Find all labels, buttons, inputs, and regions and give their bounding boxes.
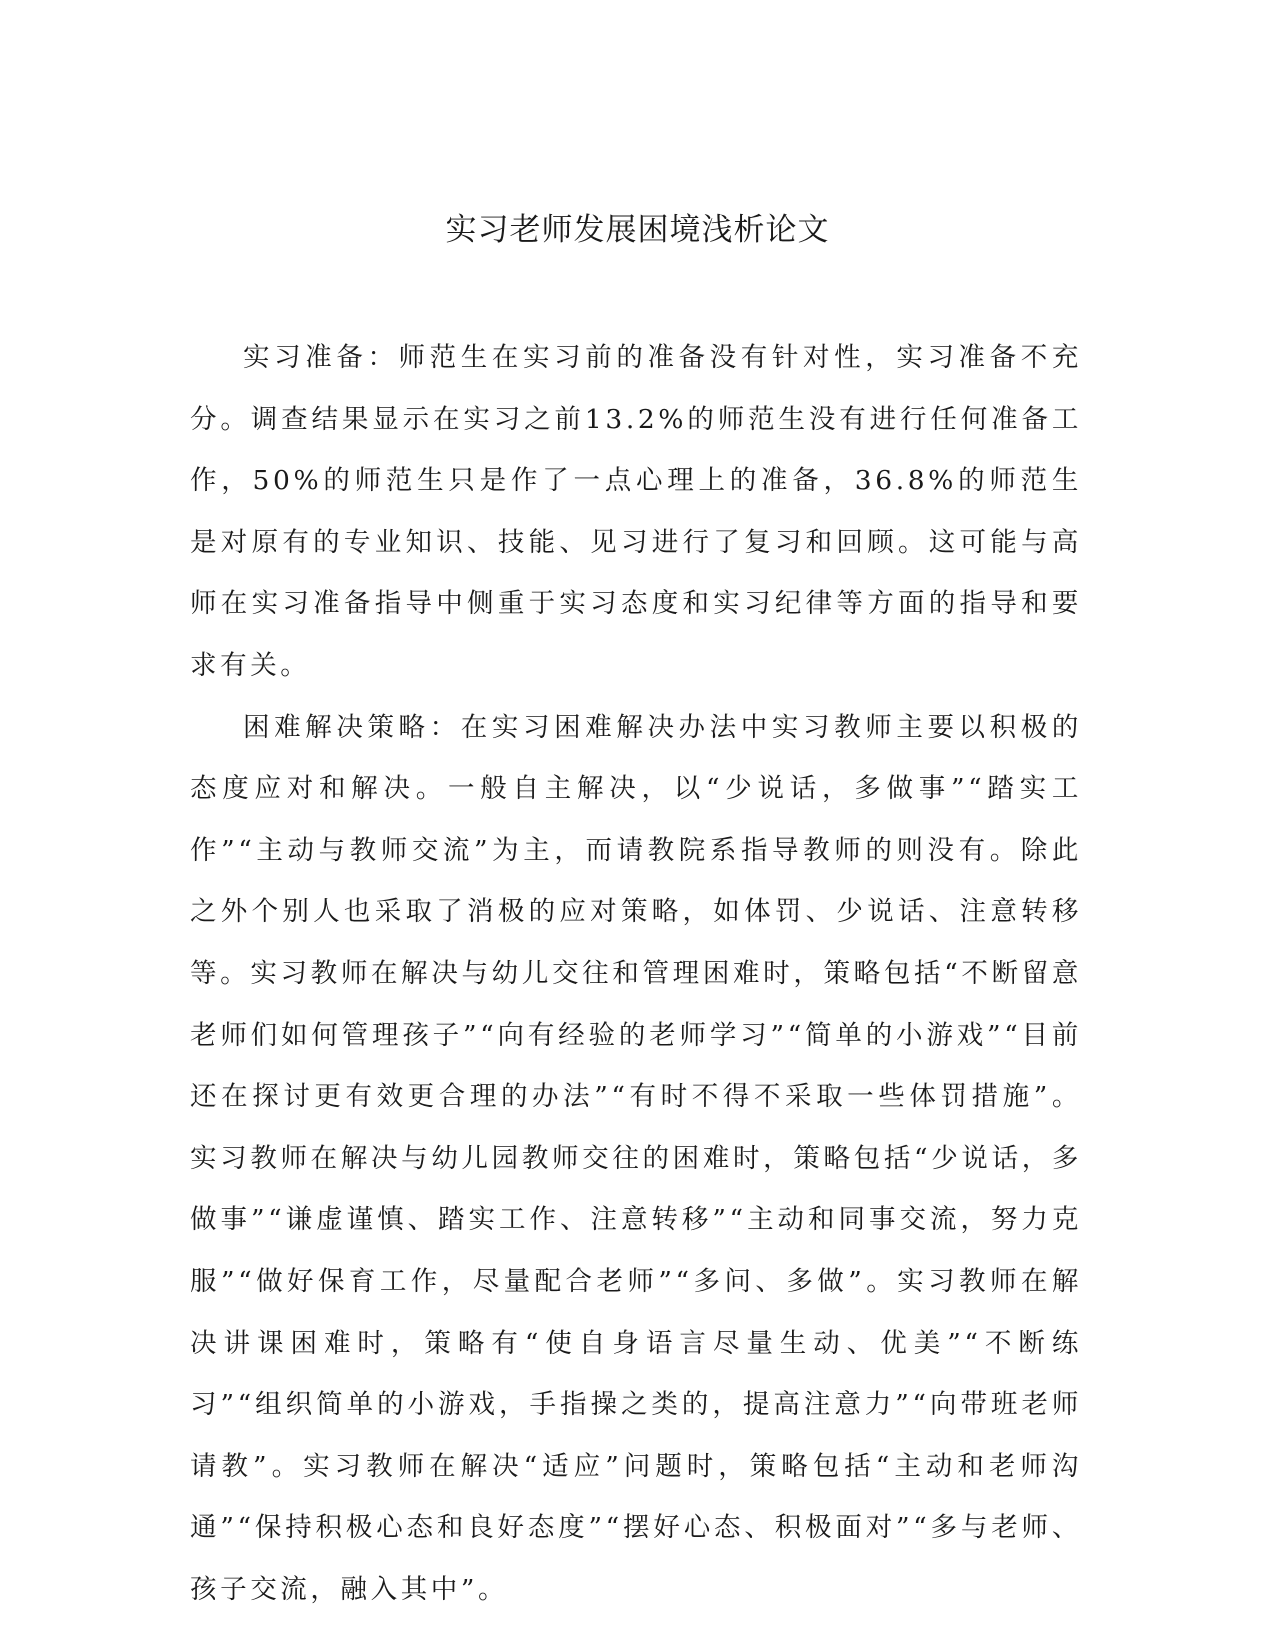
paragraph-internship-preparation: 实习准备：师范生在实习前的准备没有针对性，实习准备不充分。调查结果显示在实习之前13.2%的师范生没有进行任何准备工作，50%的师范生只是作了一点心理上的准备，36.8%的师范生是对原有的专业知识、技能、见习进行了复习和回顾。这可能与高师在实习准备指导中侧重于实习态度和实习纪律等方面的指导和要求有关。 xyxy=(190,342,1082,681)
paragraph-difficulty-strategies: 困难解决策略：在实习困难解决办法中实习教师主要以积极的态度应对和解决。一般自主解决，以“少说话，多做事”“踏实工作”“主动与教师交流”为主，而请教院系指导教师的则没有。除此之外个别人也采取了消极的应对策略，如体罚、少说话、注意转移等。实习教师在解决与幼儿交往和管理困难时，策略包括“不断留意老师们如何管理孩子”“向有经验的老师学习”“简单的小游戏”“目前还在探讨更有效更合理的办法”“有时不得不采取一些体罚措施”。实习教师在解决与幼儿园教师交往的困难时，策略包括“少说话，多做事”“谦虚谨慎、踏实工作、注意转移”“主动和同事交流，努力克服”“做好保育工作，尽量配合老师”“多问、多做”。实习教师在解决讲课困难时，策略有“使自身语言尽量生动、优美”“不断练习”“组织简单的小游戏，手指操之类的，提高注意力”“向带班老师请教”。实习教师在解决“适应”问题时，策略包括“主动和老师沟通”“保持积极心态和良好态度”“摆好心态、积极面对”“多与老师、孩子交流，融入其中”。 xyxy=(190,711,1082,1605)
document-body xyxy=(190,327,1082,1620)
document-title: 实习老师发展困境浅析论文 xyxy=(445,212,830,248)
